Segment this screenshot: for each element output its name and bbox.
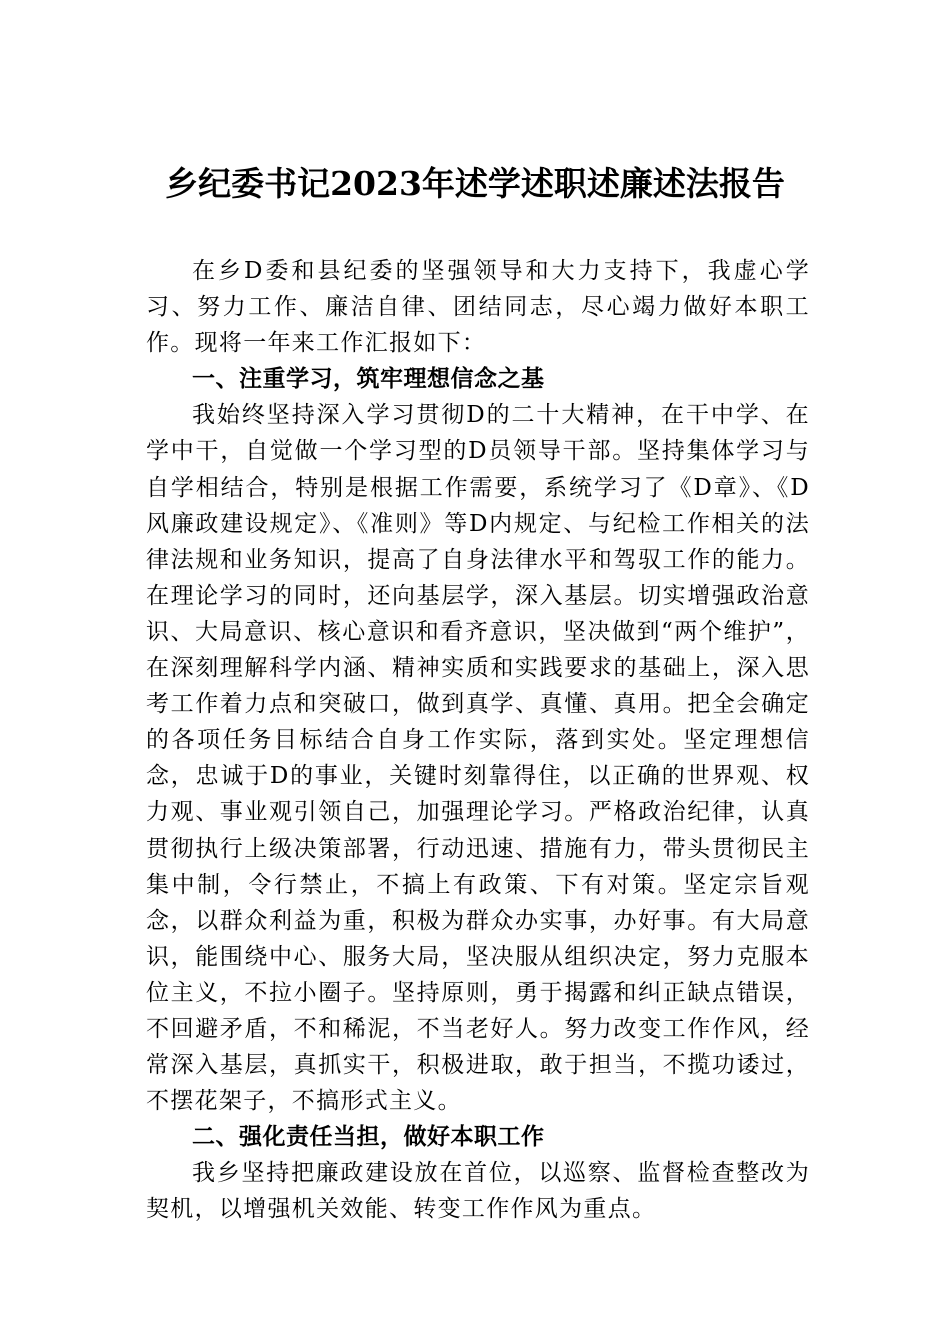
- document-body: [146, 253, 810, 1228]
- section-2-paragraph: 我乡坚持把廉政建设放在首位，以巡察、监督检查整改为契机，以增强机关效能、转变工作作风为重点。: [146, 1160, 810, 1223]
- section-1-paragraph: 我始终坚持深入学习贯彻D的二十大精神，在干中学、在学中干，自觉做一个学习型的D员领导干部。坚持集体学习与自学相结合，特别是根据工作需要，系统学习了《D章》、《D风廉政建设规定》、《准则》等D内规定、与纪检工作相关的法律法规和业务知识，提高了自身法律水平和驾驭工作的能力。在理论学习的同时，还向基层学，深入基层。切实增强政治意识、大局意识、核心意识和看齐意识，坚决做到“两个维护”，在深刻理解科学内涵、精神实质和实践要求的基础上，深入思考工作着力点和突破口，做到真学、真懂、真用。把全会确定的各项任务目标结合自身工作实际，落到实处。坚定理想信念，忠诚于D的事业，关键时刻靠得住，以正确的世界观、权力观、事业观引领自己，加强理论学习。严格政治纪律，认真贯彻执行上级决策部署，行动迅速、措施有力，带头贯彻民主集中制，令行禁止，不搞上有政策、下有对策。坚定宗旨观念，以群众利益为重，积极为群众办实事，办好事。有大局意识，能围绕中心、服务大局，坚决服从组织决定，努力克服本位主义，不拉小圈子。坚持原则，勇于揭露和纠正缺点错误，不回避矛盾，不和稀泥，不当老好人。努力改变工作作风，经常深入基层，真抓实干，积极进取，敢于担当，不揽功诿过，不摆花架子，不搞形式主义。: [146, 402, 810, 1115]
- section-1-heading: 一、注重学习，筑牢理想信念之基: [192, 366, 545, 393]
- document-title: 乡纪委书记2023年述学述职述廉述法报告: [165, 164, 785, 203]
- intro-paragraph: 在乡D委和县纪委的坚强领导和大力支持下，我虚心学习、努力工作、廉洁自律、团结同志，尽心竭力做好本职工作。现将一年来工作汇报如下：: [146, 258, 810, 357]
- section-2-heading: 二、强化责任当担，做好本职工作: [192, 1124, 545, 1151]
